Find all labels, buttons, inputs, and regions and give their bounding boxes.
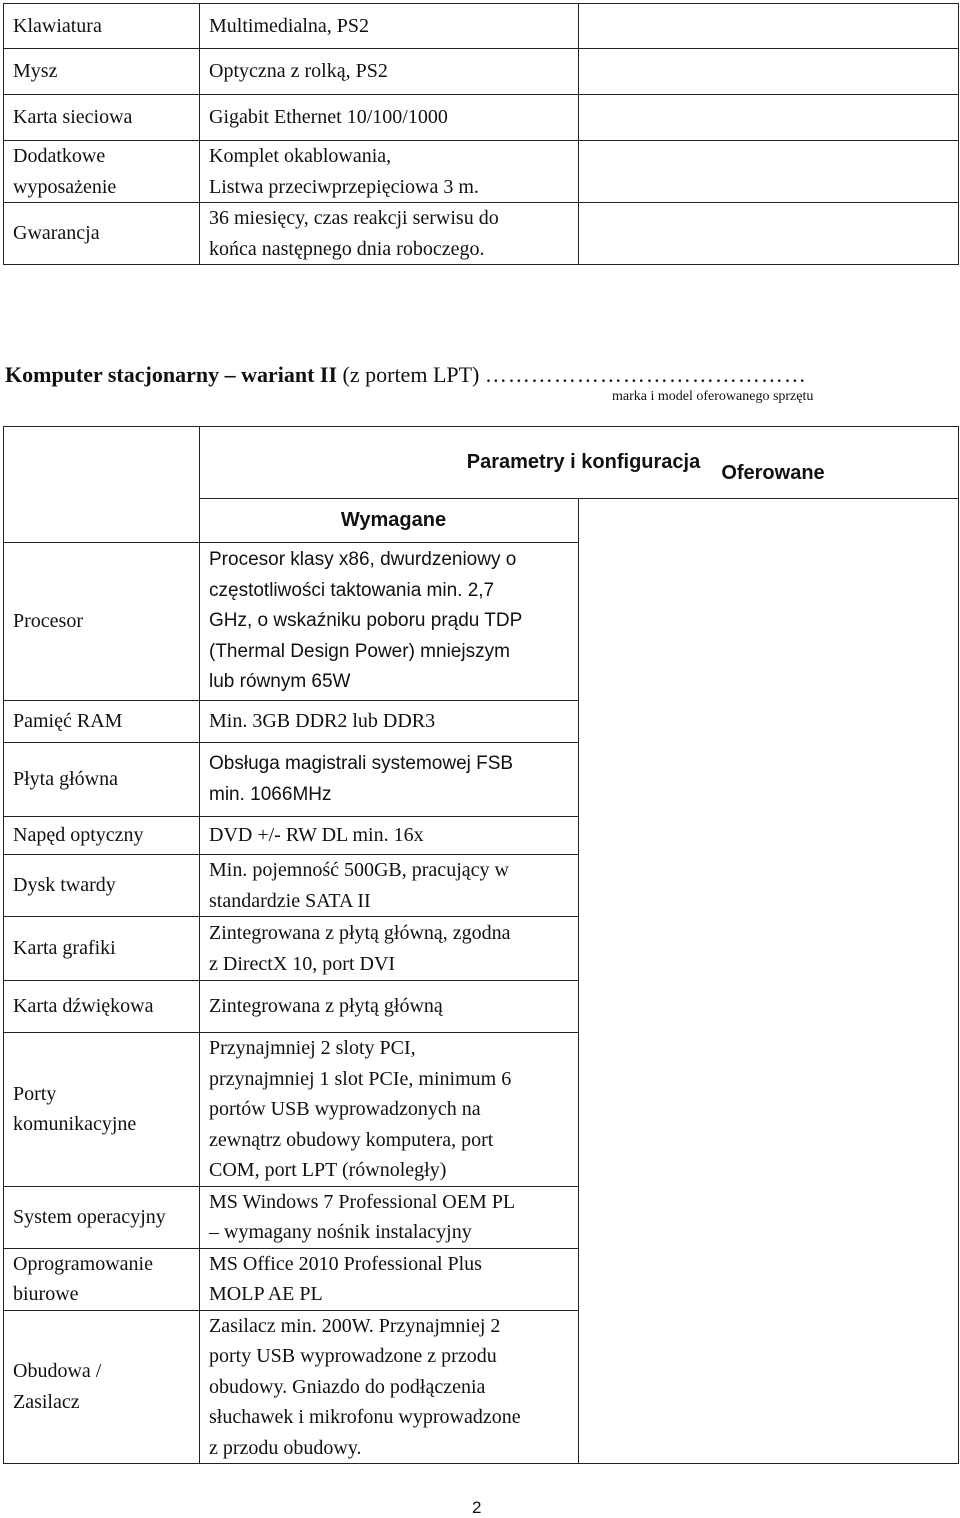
- section-title-bold: Komputer stacjonarny – wariant II: [5, 362, 338, 387]
- cell-line: Komplet okablowania,: [209, 145, 392, 167]
- row-label: [4, 1186, 200, 1248]
- row-requirement: [200, 1033, 579, 1187]
- cell-line: Zintegrowana z płytą główną: [209, 995, 443, 1018]
- offered-cell[interactable]: [579, 203, 959, 265]
- cell-line: z DirectX 10, port DVI: [209, 952, 396, 975]
- cell-line: Napęd optyczny: [13, 824, 144, 847]
- cell-line: Porty: [13, 1082, 57, 1105]
- cell-line: Pamięć RAM: [13, 710, 123, 733]
- header-offered: Oferowane: [721, 462, 825, 484]
- cell-line: Karta sieciowa: [13, 106, 133, 129]
- cell-line: System operacyjny: [13, 1205, 166, 1228]
- section-title: [5, 362, 807, 388]
- table-row: [4, 95, 959, 141]
- row-requirement: [200, 1310, 579, 1464]
- row-label: [4, 1310, 200, 1464]
- cell-line: Mysz: [13, 60, 58, 83]
- row-label: [4, 817, 200, 855]
- row-label: [4, 543, 200, 701]
- page-number: 2: [472, 1498, 482, 1517]
- cell-line: Zasilacz: [13, 1390, 80, 1413]
- cell-line: MS Windows 7 Professional OEM PL: [209, 1190, 516, 1213]
- cell-line: GHz, o wskaźniku poboru prądu TDP: [209, 610, 523, 632]
- cell-line: Min. pojemność 500GB, pracujący w: [209, 859, 509, 881]
- row-label: [4, 701, 200, 743]
- accessories-table: [3, 3, 959, 265]
- cell-line: Gigabit Ethernet 10/100/1000: [209, 106, 448, 129]
- cell-line: obudowy. Gniazdo do podłączenia: [209, 1375, 486, 1398]
- row-label: [4, 49, 200, 95]
- cell-line: Karta grafiki: [13, 937, 116, 960]
- row-requirement: [200, 855, 579, 917]
- model-caption: marka i model oferowanego sprzętu: [612, 389, 814, 404]
- table-row: [4, 49, 959, 95]
- row-value: [200, 141, 579, 203]
- row-requirement: [200, 1248, 579, 1310]
- cell-line: portów USB wyprowadzonych na: [209, 1098, 481, 1120]
- cell-line: częstotliwości taktowania min. 2,7: [209, 579, 495, 601]
- table-row: [4, 203, 959, 265]
- row-value: [200, 203, 579, 265]
- row-label: [4, 855, 200, 917]
- cell-line: Listwa przeciwprzepięciowa 3 m.: [209, 175, 479, 198]
- row-requirement: [200, 817, 579, 855]
- row-requirement: [200, 701, 579, 743]
- offered-cell[interactable]: [579, 49, 959, 95]
- row-label: [4, 4, 200, 49]
- row-label: [4, 743, 200, 817]
- cell-line: MOLP AE PL: [209, 1283, 323, 1305]
- cell-line: przynajmniej 1 slot PCIe, minimum 6: [209, 1067, 512, 1090]
- model-fill-line: ……………………………………: [484, 362, 807, 387]
- cell-line: standardzie SATA II: [209, 889, 371, 912]
- cell-line: porty USB wyprowadzone z przodu: [209, 1345, 497, 1367]
- cell-line: COM, port LPT (równoległy): [209, 1159, 447, 1181]
- cell-line: wyposażenie: [13, 175, 117, 198]
- row-value: [200, 4, 579, 49]
- cell-line: DVD +/- RW DL min. 16x: [209, 824, 424, 847]
- cell-line: Procesor: [13, 610, 83, 633]
- row-label: [4, 203, 200, 265]
- cell-line: Obsługa magistrali systemowej FSB: [209, 753, 514, 774]
- offered-cell[interactable]: [579, 95, 959, 141]
- cell-line: Multimedialna, PS2: [209, 14, 369, 37]
- row-requirement: [200, 1186, 579, 1248]
- cell-line: min. 1066MHz: [209, 783, 332, 805]
- row-label: [4, 95, 200, 141]
- cell-line: Zasilacz min. 200W. Przynajmniej 2: [209, 1314, 501, 1337]
- cell-line: Min. 3GB DDR2 lub DDR3: [209, 710, 436, 733]
- cell-line: Płyta główna: [13, 768, 118, 791]
- row-label: [4, 917, 200, 981]
- cell-line: Procesor klasy x86, dwurdzeniowy o: [209, 549, 517, 571]
- cell-line: lub równym 65W: [209, 671, 351, 693]
- row-requirement: [200, 543, 579, 701]
- cell-line: Gwarancja: [13, 222, 100, 245]
- cell-line: z przodu obudowy.: [209, 1436, 362, 1459]
- offered-cell[interactable]: [579, 4, 959, 49]
- parameters-table: [3, 426, 959, 1464]
- cell-line: Klawiatura: [13, 14, 102, 37]
- row-value: [200, 95, 579, 141]
- offered-cell[interactable]: [579, 141, 959, 203]
- cell-line: Oprogramowanie: [13, 1252, 153, 1275]
- cell-line: MS Office 2010 Professional Plus: [209, 1252, 482, 1275]
- row-requirement: [200, 917, 579, 981]
- cell-line: Dodatkowe: [13, 145, 106, 167]
- cell-line: Dysk twardy: [13, 874, 116, 897]
- cell-line: Obudowa /: [13, 1360, 102, 1383]
- cell-line: komunikacyjne: [13, 1113, 137, 1136]
- cell-line: biurowe: [13, 1283, 79, 1305]
- corner-cell: [4, 427, 200, 543]
- table-row: [4, 4, 959, 49]
- cell-line: końca następnego dnia roboczego.: [209, 237, 485, 260]
- row-label: [4, 1248, 200, 1310]
- cell-line: (Thermal Design Power) mniejszym: [209, 640, 510, 662]
- row-requirement: [200, 981, 579, 1033]
- row-label: [4, 1033, 200, 1187]
- cell-line: 36 miesięcy, czas reakcji serwisu do: [209, 207, 499, 229]
- cell-line: Karta dźwiękowa: [13, 995, 154, 1018]
- offered-column[interactable]: [579, 462, 959, 1464]
- header-required: Wymagane: [200, 499, 579, 543]
- cell-line: zewnątrz obudowy komputera, port: [209, 1128, 494, 1151]
- cell-line: Optyczna z rolką, PS2: [209, 60, 388, 83]
- row-label: [4, 141, 200, 203]
- cell-line: Zintegrowana z płytą główną, zgodna: [209, 922, 511, 944]
- row-label: [4, 981, 200, 1033]
- cell-line: – wymagany nośnik instalacyjny: [209, 1221, 472, 1243]
- cell-line: Przynajmniej 2 sloty PCI,: [209, 1037, 416, 1059]
- header-parameters: Parametry i konfiguracja: [200, 427, 959, 499]
- section-title-normal: (z portem LPT): [337, 362, 485, 387]
- row-value: [200, 49, 579, 95]
- table-row: [4, 141, 959, 203]
- cell-line: słuchawek i mikrofonu wyprowadzone: [209, 1406, 521, 1428]
- row-requirement: [200, 743, 579, 817]
